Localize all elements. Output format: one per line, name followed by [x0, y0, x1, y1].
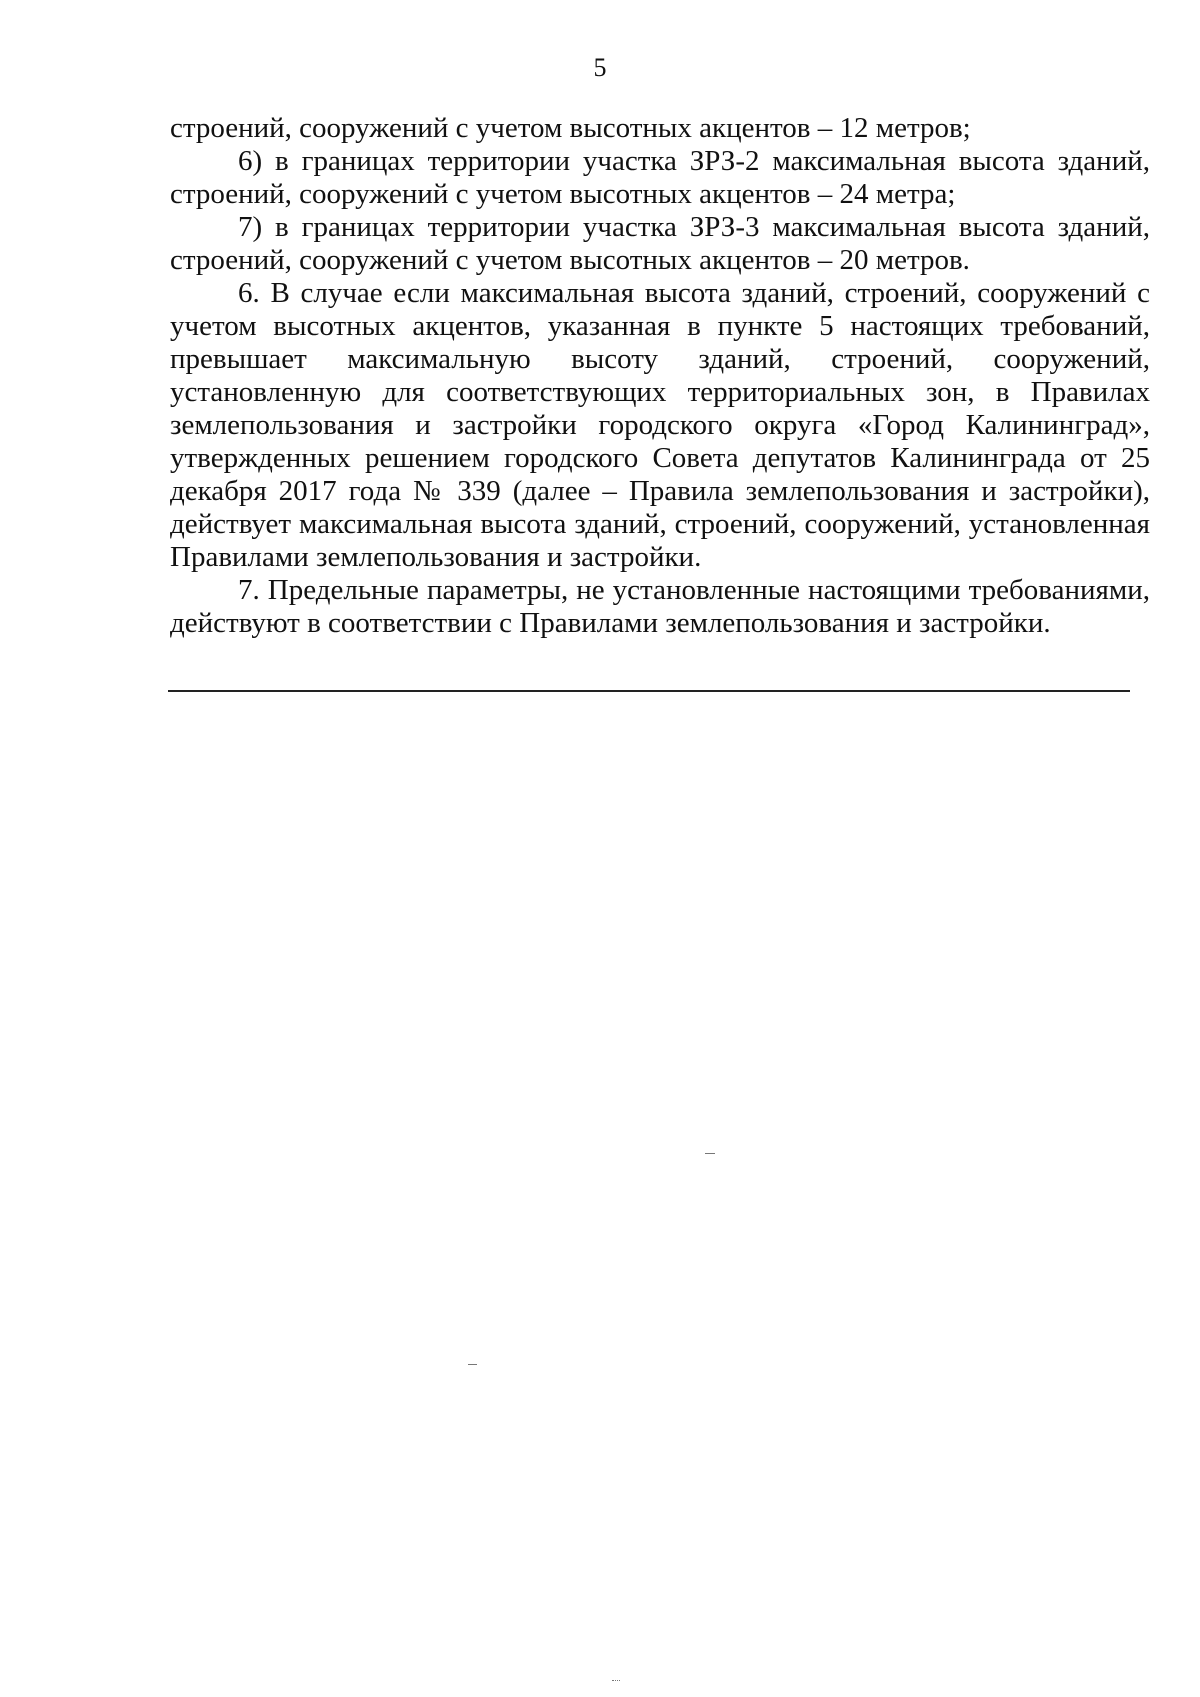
scan-artifact: [705, 1153, 715, 1154]
paragraph-zrz-2-height: 6) в границах территории участка ЗРЗ-2 максимальная высота зданий, строений, сооружений с учетом высотных акцентов – 24 метра;: [170, 145, 1150, 210]
end-of-text-rule: [168, 690, 1130, 692]
page-number: 5: [593, 53, 607, 82]
paragraph-item-7: 7. Предельные параметры, не установленные настоящими требованиями, действуют в соответствии с Правилами землепользования и застройки.: [170, 574, 1150, 639]
document-body: [170, 112, 1150, 640]
paragraph-item-6: 6. В случае если максимальная высота зданий, строений, сооружений с учетом высотных акцентов, указанная в пункте 5 настоящих требований, превышает максимальную высоту зданий, строений, сооружений, установленную для соответствующих территориальных зон, в Правилах землепользования и застройки городского округа «Город Калининград», утвержденных решением городского Совета депутатов Калининграда от 25 декабря 2017 года № 339 (далее – Правила землепользования и застройки), действует максимальная высота зданий, строений, сооружений, установленная Правилами землепользования и застройки.: [170, 277, 1150, 573]
scan-artifact: [612, 1680, 620, 1681]
scan-artifact: [468, 1364, 477, 1365]
paragraph-zrz-3-height: 7) в границах территории участка ЗРЗ-3 максимальная высота зданий, строений, сооружений с учетом высотных акцентов – 20 метров.: [170, 211, 1150, 276]
paragraph-height-limit-continuation: строений, сооружений с учетом высотных акцентов – 12 метров;: [170, 112, 971, 144]
